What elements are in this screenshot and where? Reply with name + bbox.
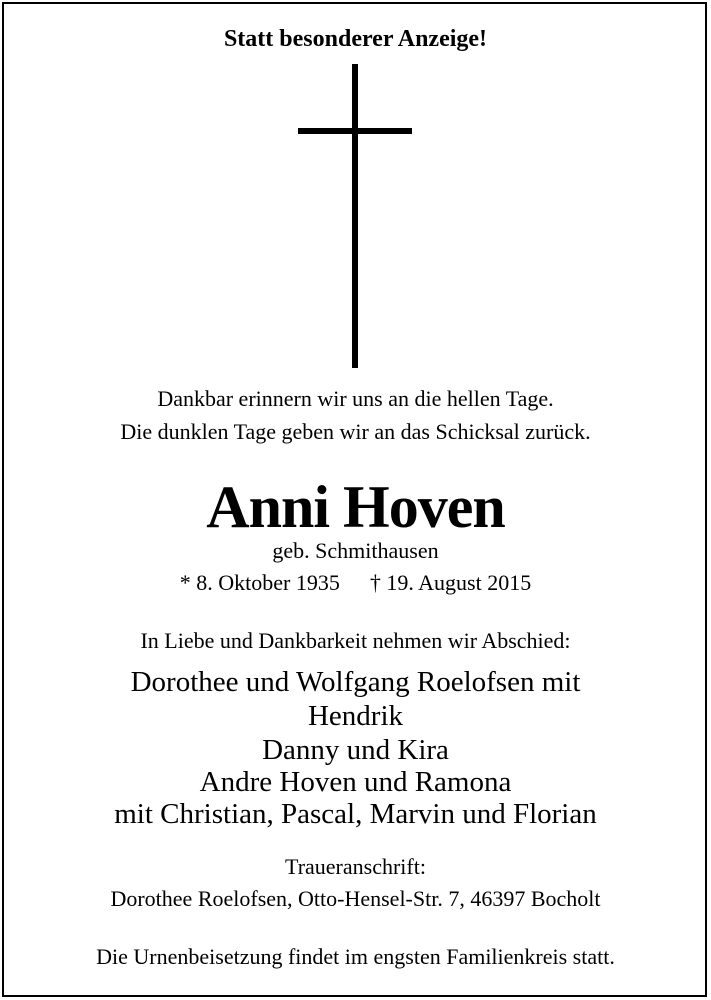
farewell-text: In Liebe und Dankbarkeit nehmen wir Abschied: xyxy=(140,628,571,653)
family-line-3: Danny und Kira xyxy=(262,734,449,766)
birth-date: * 8. Oktober 1935 xyxy=(179,570,340,595)
family-line-1: Dorothee und Wolfgang Roelofsen mit xyxy=(130,666,581,698)
family-line-2: Hendrik xyxy=(307,700,404,732)
quote-line-1: Dankbar erinnern wir uns an die hellen Tage. xyxy=(157,386,554,411)
address-label: Traueranschrift: xyxy=(285,854,426,879)
family-line-4: Andre Hoven und Ramona xyxy=(199,766,512,798)
life-dates xyxy=(0,570,711,596)
burial-note: Die Urnenbeisetzung findet im engsten Familienkreis statt. xyxy=(96,944,615,969)
death-date: † 19. August 2015 xyxy=(369,570,532,595)
cross-horizontal-beam xyxy=(298,128,412,134)
notice-header: Statt besonderer Anzeige! xyxy=(223,26,488,52)
maiden-name: geb. Schmithausen xyxy=(272,538,439,563)
deceased-name: Anni Hoven xyxy=(206,474,505,540)
family-line-5: mit Christian, Pascal, Marvin und Florian xyxy=(114,798,597,830)
quote-line-2: Die dunklen Tage geben wir an das Schicksal zurück. xyxy=(120,419,591,444)
address-text: Dorothee Roelofsen, Otto-Hensel-Str. 7, 46397 Bocholt xyxy=(110,886,601,911)
cross-vertical-beam xyxy=(352,64,358,368)
